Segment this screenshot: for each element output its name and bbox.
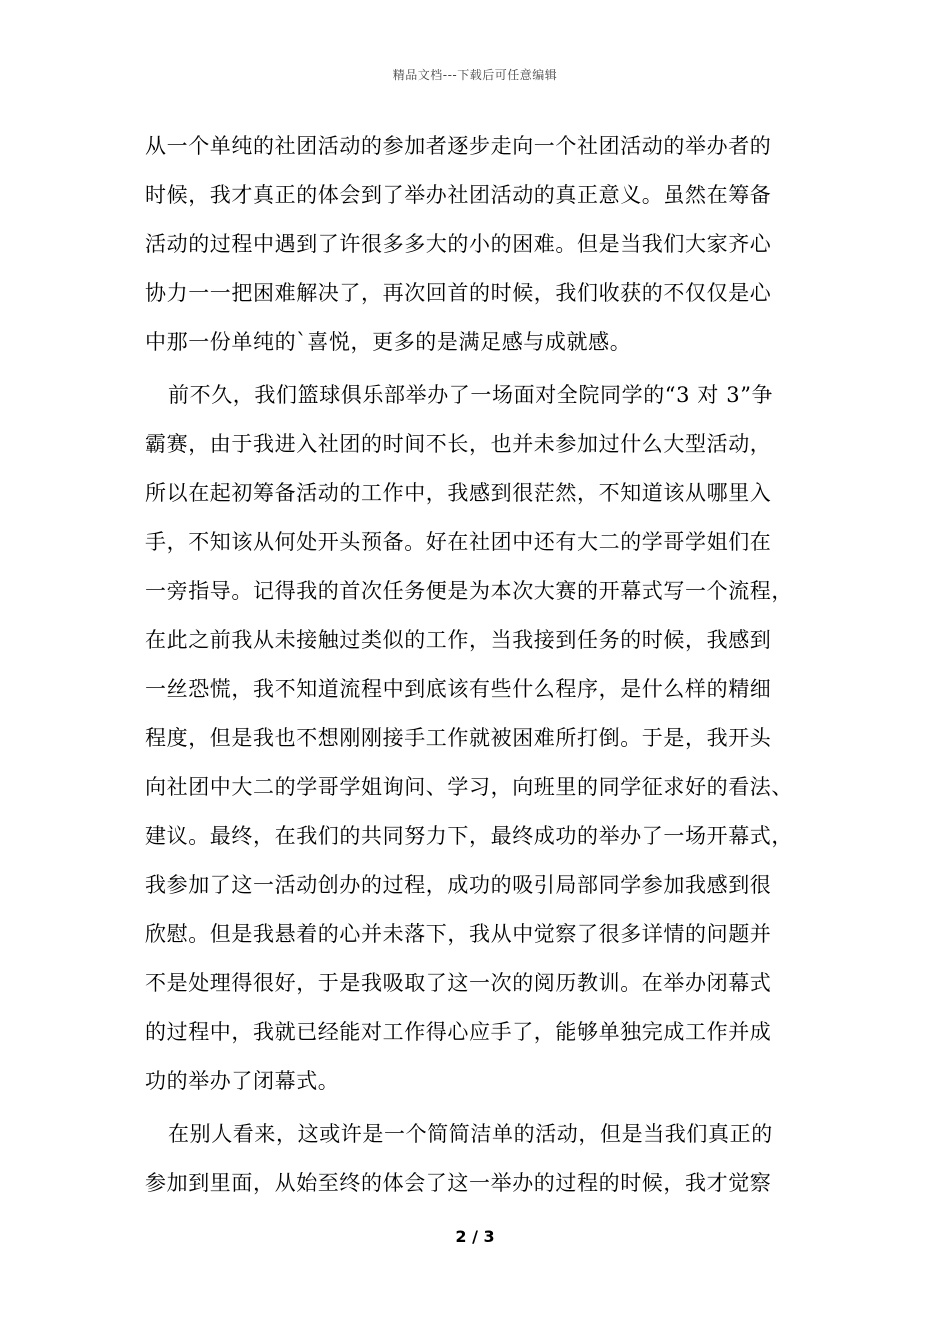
- text-line: 欣慰。但是我悬着的心并未落下，我从中觉察了很多详情的问题并: [145, 922, 772, 946]
- text-line: 向社团中大二的学哥学姐询问、学习，向班里的同学征求好的看法、: [145, 775, 793, 799]
- text-line: 在此之前我从未接触过类似的工作，当我接到任务的时候，我感到: [145, 628, 772, 652]
- paragraph-1: [145, 122, 825, 367]
- text-line: 一丝恐慌，我不知道流程中到底该有些什么程序，是什么样的精细: [145, 677, 772, 701]
- text-line: 功的举办了闭幕式。: [145, 1069, 340, 1093]
- text-line: 在别人看来，这或许是一个简简洁单的活动，但是当我们真正的: [168, 1122, 773, 1146]
- text-line: 协力一一把困难解决了，再次回首的时候，我们收获的不仅仅是心: [145, 281, 772, 305]
- text-line: 程度，但是我也不想刚刚接手工作就被困难所打倒。于是，我开头: [145, 726, 772, 750]
- text-line: 活动的过程中遇到了许很多多大的小的困难。但是当我们大家齐心: [145, 232, 772, 256]
- text-line: 从一个单纯的社团活动的参加者逐步走向一个社团活动的举办者的: [145, 134, 772, 158]
- text-line: 一旁指导。记得我的首次任务便是为本次大赛的开幕式写一个流程，: [145, 579, 793, 603]
- text-line: 所以在起初筹备活动的工作中，我感到很茫然，不知道该从哪里入: [145, 481, 772, 505]
- text-line: 不是处理得很好，于是我吸取了这一次的阅历教训。在举办闭幕式: [145, 971, 772, 995]
- text-line: 参加到里面，从始至终的体会了这一举办的过程的时候，我才觉察: [145, 1171, 772, 1195]
- text-line: 的过程中，我就已经能对工作得心应手了，能够单独完成工作并成: [145, 1020, 772, 1044]
- text-line: 时候，我才真正的体会到了举办社团活动的真正意义。虽然在筹备: [145, 183, 772, 207]
- text-line: 我参加了这一活动创办的过程，成功的吸引局部同学参加我感到很: [145, 873, 772, 897]
- text-line: 建议。最终，在我们的共同努力下，最终成功的举办了一场开幕式，: [145, 824, 793, 848]
- text-line: 前不久，我们篮球俱乐部举办了一场面对全院同学的“3 对 3”争: [168, 383, 774, 407]
- page-number: 2 / 3: [455, 1227, 495, 1246]
- paragraph-2: [145, 371, 825, 1106]
- text-line: 中那一份单纯的`喜悦，更多的是满足感与成就感。: [145, 330, 632, 354]
- text-line: 霸赛，由于我进入社团的时间不长，也并未参加过什么大型活动，: [145, 432, 772, 456]
- text-line: 手，不知该从何处开头预备。好在社团中还有大二的学哥学姐们在: [145, 530, 772, 554]
- paragraph-3: [145, 1110, 825, 1208]
- document-body: [145, 122, 825, 1208]
- page-header: 精品文档---下载后可任意编辑: [392, 68, 558, 82]
